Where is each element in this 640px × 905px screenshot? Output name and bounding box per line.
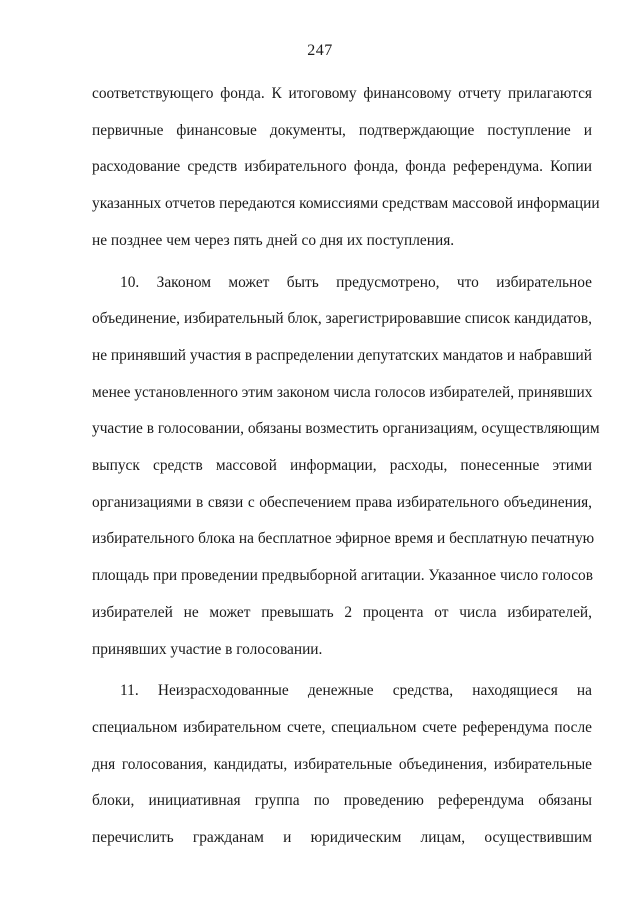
text-line: не позднее чем через пять дней со дня их поступления. xyxy=(92,231,455,249)
text-line: не принявший участия в распределении депутатских мандатов и набравший xyxy=(92,346,592,364)
text-line: блоки, инициативная группа по проведению референдума обязаны xyxy=(92,792,592,810)
text-line: менее установленного этим законом числа голосов избирателей, принявших xyxy=(92,383,593,401)
text-line: выпуск средств массовой информации, расходы, понесенные этими xyxy=(92,457,592,475)
paragraph-10 xyxy=(92,265,600,669)
text-line: 11. Неизрасходованные денежные средства, находящиеся на xyxy=(120,682,592,700)
text-line: дня голосования, кандидаты, избирательные объединения, избирательные xyxy=(92,755,592,773)
text-line: специальном избирательном счете, специальном счете референдума после xyxy=(92,718,592,736)
document-body xyxy=(92,76,600,862)
text-line: избирательного блока на бесплатное эфирное время и бесплатную печатную xyxy=(92,530,595,548)
text-line: первичные финансовые документы, подтверждающие поступление и xyxy=(92,121,592,139)
text-line: 10. Законом может быть предусмотрено, что избирательное xyxy=(120,273,592,291)
text-line: организациями в связи с обеспечением права избирательного объединения, xyxy=(92,493,592,511)
text-line: перечислить гражданам и юридическим лицам, осуществившим xyxy=(92,829,592,847)
text-line: указанных отчетов передаются комиссиями средствам массовой информации xyxy=(92,195,600,213)
text-line: расходование средств избирательного фонда, фонда референдума. Копии xyxy=(92,158,592,176)
paragraph-1 xyxy=(92,76,600,260)
paragraph-11 xyxy=(92,673,592,857)
text-line: соответствующего фонда. К итоговому финансовому отчету прилагаются xyxy=(92,85,592,102)
text-line: площадь при проведении предвыборной агитации. Указанное число голосов xyxy=(92,567,593,585)
page-number: 247 xyxy=(307,42,333,59)
text-line: избирателей не может превышать 2 процента от числа избирателей, xyxy=(92,603,592,621)
text-line: объединение, избирательный блок, зарегистрировавшие список кандидатов, xyxy=(92,310,592,328)
text-line: принявших участие в голосовании. xyxy=(92,640,323,658)
text-line: участие в голосовании, обязаны возместить организациям, осуществляющим xyxy=(92,420,600,438)
